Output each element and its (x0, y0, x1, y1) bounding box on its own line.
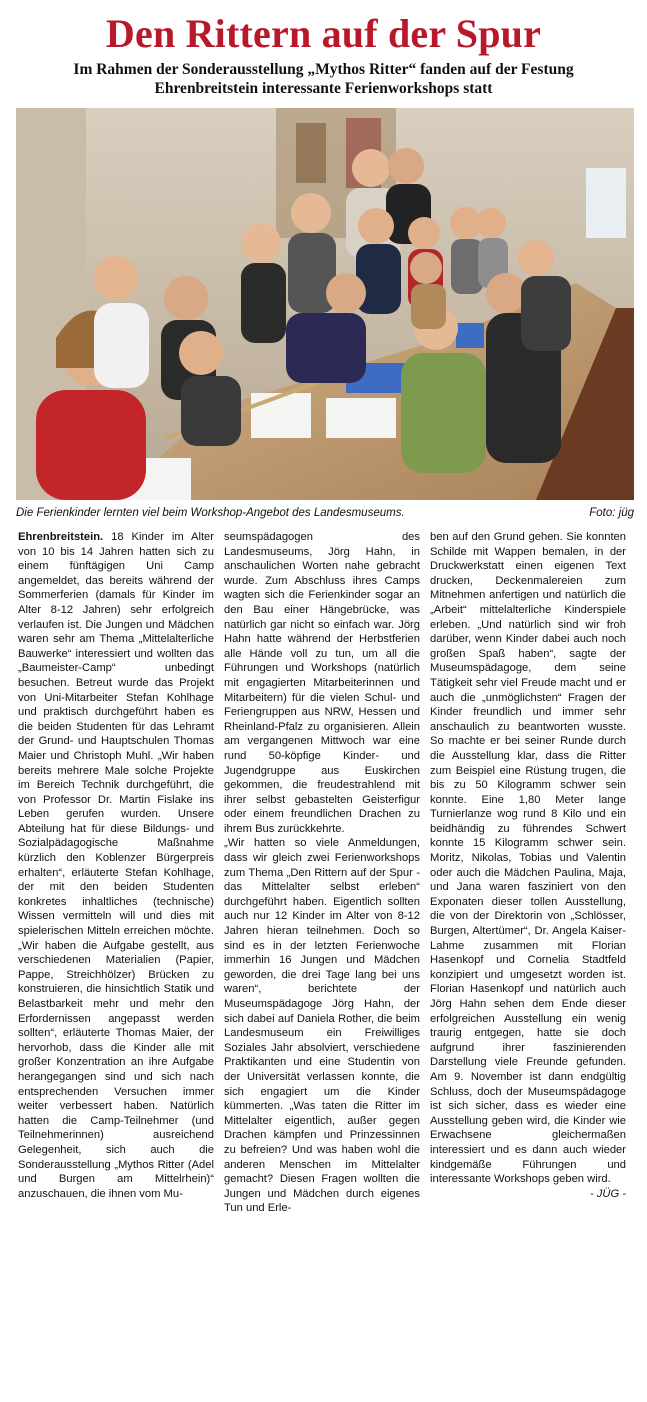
dateline: Ehrenbreitstein. (18, 531, 104, 543)
headline: Den Rittern auf der Spur (105, 11, 542, 56)
column-1-text: 18 Kinder im Alter von 10 bis 14 Jahren hatten sich zu einem fünftägigen Uni Camp angemeldet, das bereits während der Sommerferien (damals für Kinder im Alter 8-12 Jahren) sehr erfolgreich verlaufen ist. Die Jungen und Mädchen waren sehr am Thema „Mittelalterliche Bauwerke“ interessiert und wollten das „Baumeister-Camp“ unbedingt besuchen. Betreut wurde das Projekt von Uni-Mitarbeiter Stefan Kohlhage und praktisch durchgeführt haben es die beiden Studenten für das Lehramt der Grund- und Hauptschulen Thomas Maier und Christoph Muhl. „Wir haben bereits mehrere Male solche Projekte im Bereich Technik durchgeführt, die von Professor Dr. Martin Fislake ins Leben gerufen wurden. Unsere Abteilung hat für diese Bildungs- und Sozialpädagogische Maßnahme kürzlich den Koblenzer Bürgerpreis erhalten“, erläuterte Stefan Kohlhage, der mit den beiden Studenten konkretes inhaltliches (technische) Wissen vermitteln will und dies mit spielerischen Mitteln erreichen möchte. „Wir haben die Aufgabe gestellt, aus verschiedenen Materialien (Papier, Pappe, Streichhölzer) Brücken zu konstruieren, die hinsichtlich Statik und Belastbarkeit mehr und mehr den Erfordernissen angepasst werden sollten“, erläuterte Thomas Maier, der hervorhob, dass die Kinder alle mit großer Konzentration an ihre Aufgabe herangegangen sind und sich nach entsprechenden Versuchen immer weiter verbessert haben. Natürlich hatten die Camp-Teilnehmer (und Teilnehmerinnen) ausreichend Gelegenheit, sich auch die Sonderausstellung „Mythos Ritter (Adel und Burgen am Mittelrhein)“ anzuschauen, die ihnen vom Mu- (18, 531, 214, 1200)
article-column-3 (430, 530, 626, 1201)
photo-caption: Die Ferienkinder lernten viel beim Workshop-Angebot des Landesmuseums. (16, 507, 405, 519)
subheadline (0, 60, 647, 98)
photo-caption-row (16, 505, 634, 521)
author-signature: - JÜG - (589, 1187, 626, 1200)
column-3-text: ben auf den Grund gehen. Sie konnten Schilde mit Wappen bemalen, in der Druckwerkstatt einen eigenen Text drucken, Deckenmalereien zum Mitnehmen anfertigen und natürlich die „Arbeit“ mittelalterliche Kinderspiele erleben. „Und natürlich sind wir froh darüber, wenn Kinder dabei auch noch großen Spaß haben“, sagte der Museumspädagoge, dem seine Tätigkeit sehr viel Freude macht und er auch die „unmöglichsten“ Fragen der Kinder freundlich und immer sehr anschaulich zu beantworten wusste. So machte er bei seiner Runde durch die Ausstellung klar, dass die Ritter zum Beispiel eine Rüstung trugen, die bis zu 50 Kilogramm schwer sein konnte. Eine 1,80 Meter lange Turnierlanze wog rund 8 Kilo und ein beidhändig zu führendes Schwert konnte 15 Kilogramm schwer sein. Moritz, Nikolas, Tobias und Valentin oder auch die Mädchen Paulina, Maja, und Jana waren fasziniert von den Exponaten dieser tollen Ausstellung, die von der Direktorin von „Schlösser, Burgen, Altertümer“, Dr. Angela Kaiser-Lahme zusammen mit Florian Hasenkopf und Cornelia Stadtfeld konzipiert und umgesetzt worden ist. Florian Hasenkopf und natürlich auch Jörg Hahn sehen dem Ende dieser erfolgreichen Ausstellung ein wenig traurig entgegen, hatte sie doch aufgrund ihrer faszinierenden Darstellung viele Freunde gefunden. Am 9. November ist dann endgültig Schluss, doch der Museumspädagoge ist sich sicher, dass es wieder eine Ausstellung geben wird, die Kinder wie Erwachsene gleichermaßen interessiert und es dann auch wieder kindgemäße Führungen und interessante Workshops geben wird. (430, 531, 626, 1186)
article-column-2: seumspädagogen des Landesmuseums, Jörg Hahn, in anschaulichen Worten nahe gebracht wurde. Zum Abschluss ihres Camps wagten sich die Ferienkinder sogar an den Bau einer Hängebrücke, was natürlich gar nicht so einfach war. Jörg Hahn hatte während der Herbstferien alle Hände voll zu tun, um all die Führungen und Workshops (natürlich mit engagierten Mitarbeiterinnen und Mitarbeitern) für die vielen Schul- und Feriengruppen aus NRW, Hessen und Rheinland-Pfalz zu organisieren. Allein am vergangenen Mittwoch war eine rund 50-köpfige Kinder- und Jugendgruppe aus Euskirchen gekommen, die freudestrahlend mit ihrer selbst gebastelten Geisterfigur oder einem freundlichen Drachen zu ihrem Bus zurückkehrte. „Wir hatten so viele Anmeldungen, dass wir gleich zwei Ferienworkshops zum Thema „Den Rittern auf der Spur - das Mittelalter selbst erleben“ durchgeführt haben. Eigentlich sollten auch nur 12 Kinder im Alter von 8-12 Jahren hieran teilnehmen. Doch so sind es in der letzten Ferienwoche immerhin 16 Jungen und Mädchen geworden, die drei Tage lang bei uns waren“, berichtete der Museumspädagoge Jörg Hahn, der sich dabei auf Daniela Rother, die beim Landesmuseum ein Freiwilliges Soziales Jahr absolviert, verschiedene Praktikanten und eine Studentin von der Universität verlassen konnte, die sich engagiert um die Kinder kümmerten. „Was taten die Ritter im Mittelalter eigentlich, außer gegen Drachen kämpfen und Prinzessinnen zu befreien? Und was haben wohl die anderen Menschen im Mittelalter gemacht? Diesen Fragen wollten die Jungen und Mädchen durch eigenes Tun und Erle- (224, 531, 420, 1215)
photo-illustration (16, 108, 634, 500)
article-column-1 (18, 530, 214, 1201)
subheadline-line-2: Ehrenbreitstein interessante Ferienworkshops statt (154, 80, 493, 97)
photo-credit: Foto: jüg (589, 507, 634, 519)
subheadline-line-1: Im Rahmen der Sonderausstellung „Mythos Ritter“ fanden auf der Festung (73, 61, 574, 78)
article-photo (16, 108, 634, 500)
